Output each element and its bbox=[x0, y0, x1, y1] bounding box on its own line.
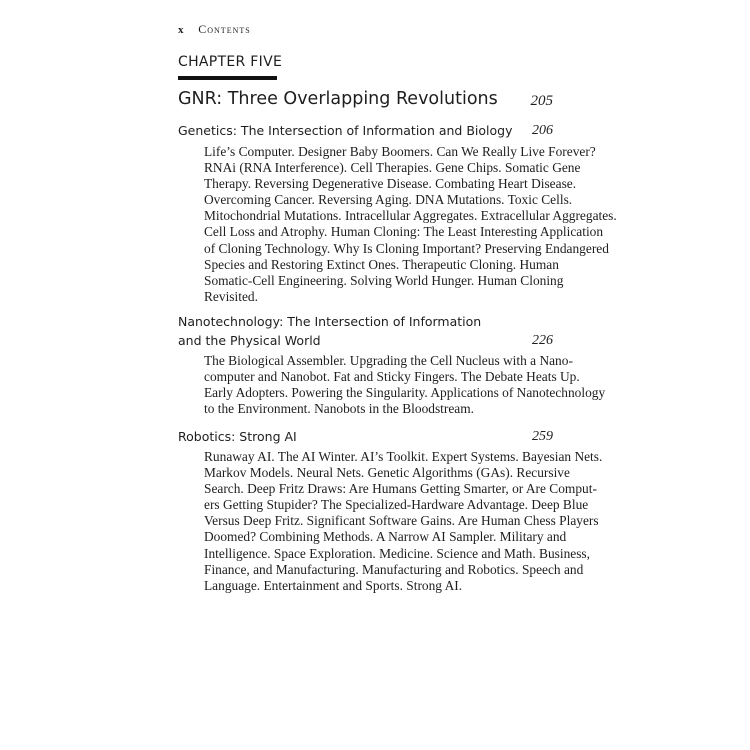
page-folio: x bbox=[178, 24, 185, 36]
topic-line: to the Environment. Nanobots in the Bloodstream. bbox=[204, 401, 475, 417]
topic-line: Runaway AI. The AI Winter. AI’s Toolkit. Expert Systems. Bayesian Nets. bbox=[204, 449, 603, 464]
running-head-label: Contents bbox=[198, 22, 251, 36]
topic-line: RNAi (RNA Interference). Cell Therapies. Gene Chips. Somatic Gene bbox=[204, 160, 581, 176]
section-heading-line bbox=[178, 312, 553, 331]
topic-line: Therapy. Reversing Degenerative Disease. Combating Heart Disease. bbox=[204, 176, 577, 192]
section-heading-line bbox=[178, 427, 553, 446]
chapter-rule bbox=[178, 76, 277, 80]
topic-line: Overcoming Cancer. Reversing Aging. DNA Mutations. Toxic Cells. bbox=[204, 192, 573, 208]
topic-line: ers Getting Stupider? The Specialized-Hardware Advantage. Deep Blue bbox=[204, 497, 589, 513]
section-heading bbox=[178, 121, 553, 140]
topic-line: Intelligence. Space Exploration. Medicine. Science and Math. Business, bbox=[204, 545, 590, 561]
section-heading-text: Genetics: The Intersection of Information and Biology bbox=[178, 123, 513, 138]
section-heading-text: Nanotechnology: The Intersection of Information bbox=[178, 314, 482, 329]
section-topics bbox=[204, 144, 617, 305]
topic-line: Revisited. bbox=[204, 288, 258, 304]
topic-line: of Cloning Technology. Why Is Cloning Important? Preserving Endangered bbox=[204, 240, 609, 256]
section-heading-text: and the Physical World bbox=[178, 333, 321, 348]
topic-line: Early Adopters. Powering the Singularity. Applications of Nanotechnology bbox=[204, 385, 606, 401]
section-heading-text: Robotics: Strong AI bbox=[178, 429, 297, 444]
topic-line: computer and Nanobot. Fat and Sticky Fingers. The Debate Heats Up. bbox=[204, 369, 580, 385]
topic-line: Search. Deep Fritz Draws: Are Humans Getting Smarter, or Are Comput- bbox=[204, 481, 597, 497]
topic-line: Mitochondrial Mutations. Intracellular Aggregates. Extracellular Aggregates. bbox=[204, 208, 617, 224]
section-heading-line bbox=[178, 121, 553, 140]
section-page-number: 226 bbox=[532, 333, 553, 348]
section-topics bbox=[204, 353, 606, 417]
topic-line: Life’s Computer. Designer Baby Boomers. Can We Really Live Forever? bbox=[204, 144, 596, 159]
section-heading-line bbox=[178, 331, 553, 350]
topic-line: The Biological Assembler. Upgrading the Cell Nucleus with a Nano- bbox=[204, 353, 573, 368]
section-heading bbox=[178, 312, 553, 350]
topic-line: Finance, and Manufacturing. Manufacturing and Robotics. Speech and bbox=[204, 561, 584, 577]
section-topics bbox=[204, 449, 603, 594]
chapter-title-row bbox=[178, 89, 553, 109]
chapter-title: GNR: Three Overlapping Revolutions bbox=[178, 89, 498, 109]
topic-line: Markov Models. Neural Nets. Genetic Algorithms (GAs). Recursive bbox=[204, 465, 570, 481]
section-heading bbox=[178, 427, 553, 446]
running-head bbox=[178, 22, 251, 37]
section-page-number: 259 bbox=[532, 429, 553, 444]
topic-line: Versus Deep Fritz. Significant Software Gains. Are Human Chess Players bbox=[204, 513, 599, 529]
topic-line: Language. Entertainment and Sports. Strong AI. bbox=[204, 577, 463, 593]
chapter-label: CHAPTER FIVE bbox=[178, 54, 283, 70]
topic-line: Somatic-Cell Engineering. Solving World Hunger. Human Cloning bbox=[204, 272, 564, 288]
section-page-number: 206 bbox=[532, 123, 553, 138]
topic-line: Cell Loss and Atrophy. Human Cloning: The Least Interesting Application bbox=[204, 224, 604, 240]
chapter-page-number: 205 bbox=[530, 93, 553, 109]
topic-line: Doomed? Combining Methods. A Narrow AI Sampler. Military and bbox=[204, 529, 567, 545]
topic-line: Species and Restoring Extinct Ones. Therapeutic Cloning. Human bbox=[204, 256, 559, 272]
